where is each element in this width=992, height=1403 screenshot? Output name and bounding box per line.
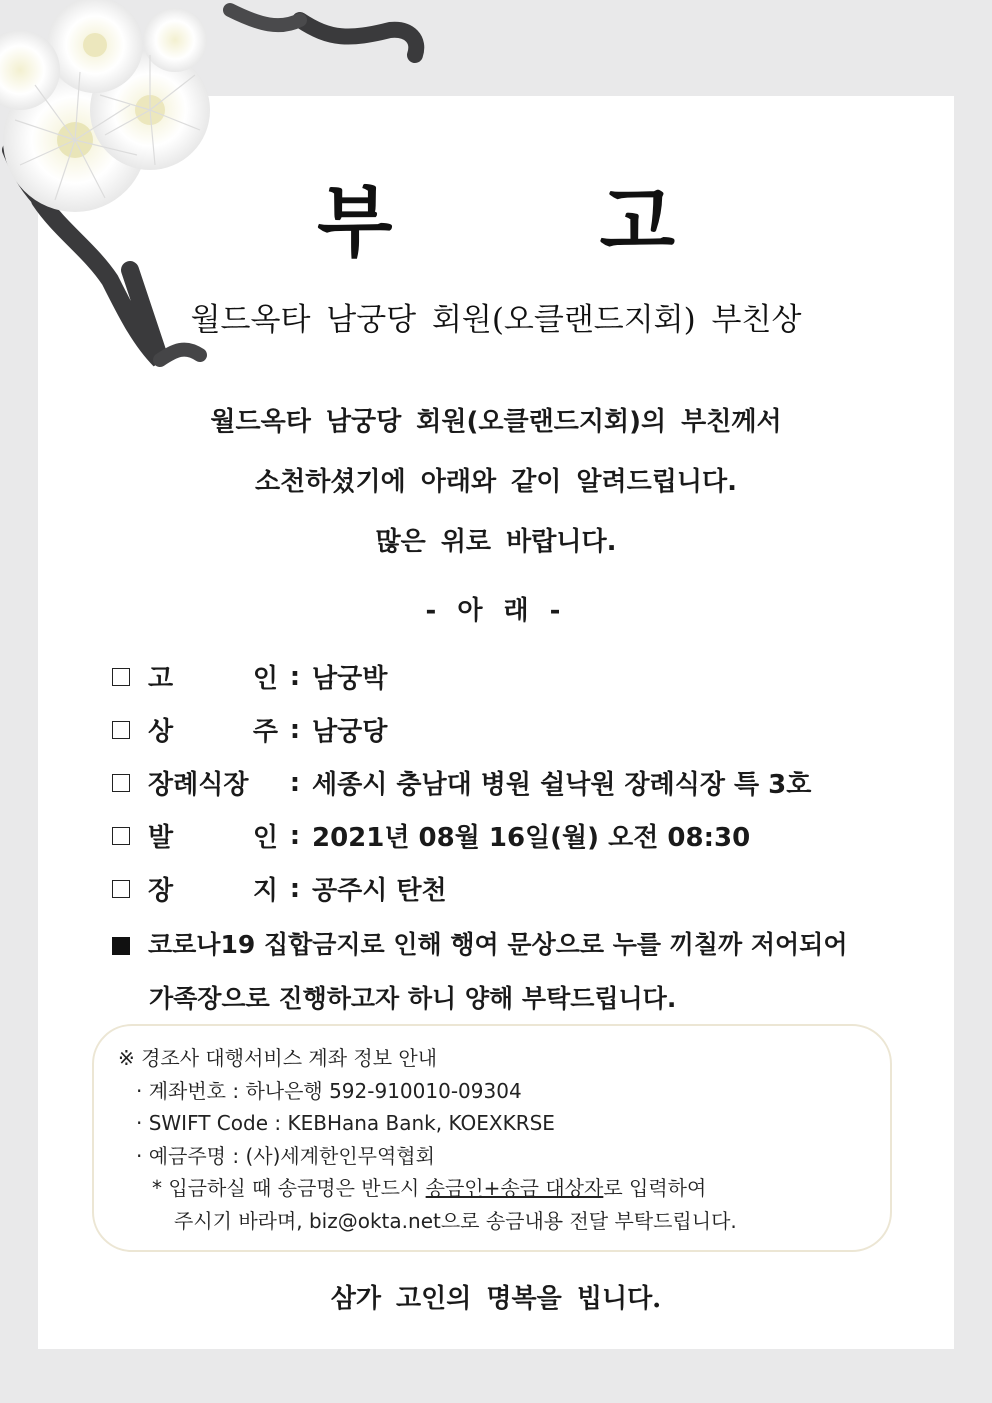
account-info-box xyxy=(92,1024,892,1252)
detail-value: 남궁박 xyxy=(312,664,388,694)
page-title: 부 고 xyxy=(317,177,765,268)
account-number: · 계좌번호 : 하나은행 592-910010-09304 xyxy=(136,1078,522,1103)
checkbox-icon xyxy=(112,668,130,686)
transfer-note: * 입금하실 때 송금명은 반드시 송금인+송금 대상자로 입력하여 xyxy=(152,1176,707,1200)
detail-funeral-hall: 장례식장 : 세종시 충남대 병원 쉴낙원 장례식장 특 3호 xyxy=(112,756,811,809)
details-list xyxy=(112,650,811,915)
closing-message: 삼가 고인의 명복을 빕니다. xyxy=(330,1284,662,1314)
account-holder: · 예금주명 : (사)세계한인무역협회 xyxy=(136,1143,435,1168)
checkbox-icon xyxy=(112,721,130,739)
transfer-note-continued: 주시기 바라며, biz@okta.net으로 송금내용 전달 부탁드립니다. xyxy=(174,1208,737,1233)
detail-label: 상 주 xyxy=(148,717,278,747)
detail-value: 공주시 탄천 xyxy=(312,876,447,906)
intro-line: 월드옥타 남궁당 회원(오클랜드지회)의 부친께서 xyxy=(210,407,782,437)
checkbox-icon xyxy=(112,880,130,898)
intro-line: 많은 위로 바랍니다. xyxy=(375,527,617,557)
swift-code: · SWIFT Code : KEBHana Bank, KOEXKRSE xyxy=(136,1111,555,1135)
detail-label: 장례식장 xyxy=(148,770,249,800)
detail-value: 남궁당 xyxy=(312,717,388,747)
detail-burial-site: 장 지 : 공주시 탄천 xyxy=(112,862,811,915)
subtitle: 월드옥타 남궁당 회원(오클랜드지회) 부친상 xyxy=(190,302,802,338)
section-label: - 아 래 - xyxy=(425,596,567,626)
account-heading: ※ 경조사 대행서비스 계좌 정보 안내 xyxy=(118,1046,438,1070)
detail-value: 세종시 충남대 병원 쉴낙원 장례식장 특 3호 xyxy=(312,770,812,800)
checkbox-icon xyxy=(112,827,130,845)
intro-text xyxy=(0,392,992,572)
covid-notice: 코로나19 집합금지로 인해 행여 문상으로 누를 끼칠까 저어되어 가족장으로 진행하고자 하니 양해 부탁드립니다. xyxy=(112,918,892,1026)
detail-label: 발 인 xyxy=(148,823,278,853)
detail-departure: 발 인 : 2021년 08월 16일(월) 오전 08:30 xyxy=(112,809,811,862)
detail-chief-mourner: 상 주 : 남궁당 xyxy=(112,703,811,756)
detail-label: 장 지 xyxy=(148,876,278,906)
detail-value: 2021년 08월 16일(월) 오전 08:30 xyxy=(312,823,751,853)
filled-square-icon xyxy=(112,937,130,955)
detail-deceased: 고 인 : 남궁박 xyxy=(112,650,811,703)
detail-label: 고 인 xyxy=(148,664,278,694)
intro-line: 소천하셨기에 아래와 같이 알려드립니다. xyxy=(254,467,737,497)
checkbox-icon xyxy=(112,774,130,792)
